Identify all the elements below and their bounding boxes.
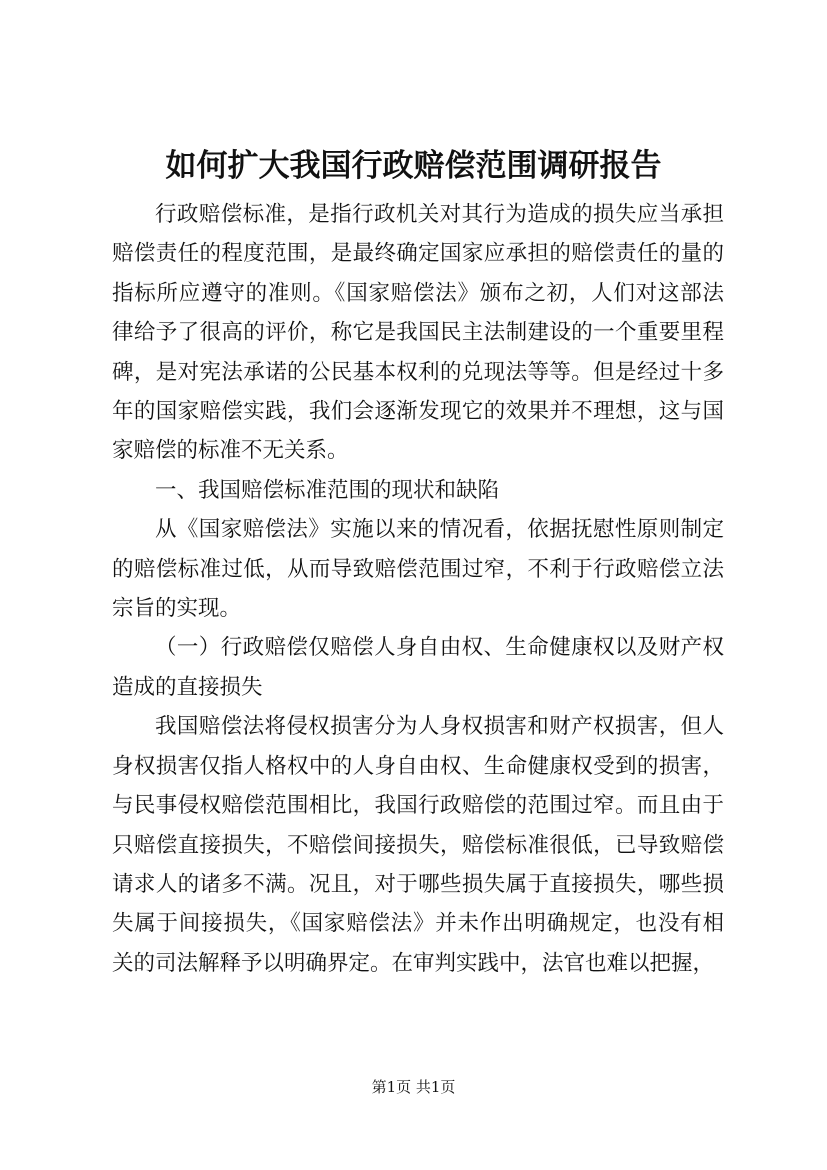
paragraph-intro: 行政赔偿标准，是指行政机关对其行为造成的损失应当承担赔偿责任的程度范围，是最终确定国家应承担的赔偿责任的量的指标所应遵守的准则。《国家赔偿法》颁布之初，人们对这部法律给予了很高的评价，称它是我国民主法制建设的一个重要里程碑，是对宪法承诺的公民基本权利的兑现法等等。但是经过十多年的国家赔偿实践，我们会逐渐发现它的效果并不理想，这与国家赔偿的标准不无关系。 <box>112 202 724 464</box>
document-title: 如何扩大我国行政赔偿范围调研报告 <box>165 148 662 184</box>
paragraph-subsection-1: 我国赔偿法将侵权损害分为人身权损害和财产权损害，但人身权损害仅指人格权中的人身自由权、生命健康权受到的损害，与民事侵权赔偿范围相比，我国行政赔偿的范围过窄。而且由于只赔偿直接损失，不赔偿间接损失，赔偿标准很低，已导致赔偿请求人的诸多不满。况且，对于哪些损失属于直接损失，哪些损失属于间接损失，《国家赔偿法》并未作出明确规定，也没有相关的司法解释予以明确界定。在审判实践中，法官也难以把握， <box>112 714 724 976</box>
subsection-heading-1: （一）行政赔偿仅赔偿人身自由权、生命健康权以及财产权造成的直接损失 <box>112 635 724 700</box>
page-footer: 第1页 共1页 <box>371 1078 456 1096</box>
paragraph-section-1: 从《国家赔偿法》实施以来的情况看，依据抚慰性原则制定的赔偿标准过低，从而导致赔偿范围过窄，不利于行政赔偿立法宗旨的实现。 <box>112 517 724 622</box>
section-heading-1: 一、我国赔偿标准范围的现状和缺陷 <box>155 477 500 503</box>
document-body <box>112 195 724 983</box>
